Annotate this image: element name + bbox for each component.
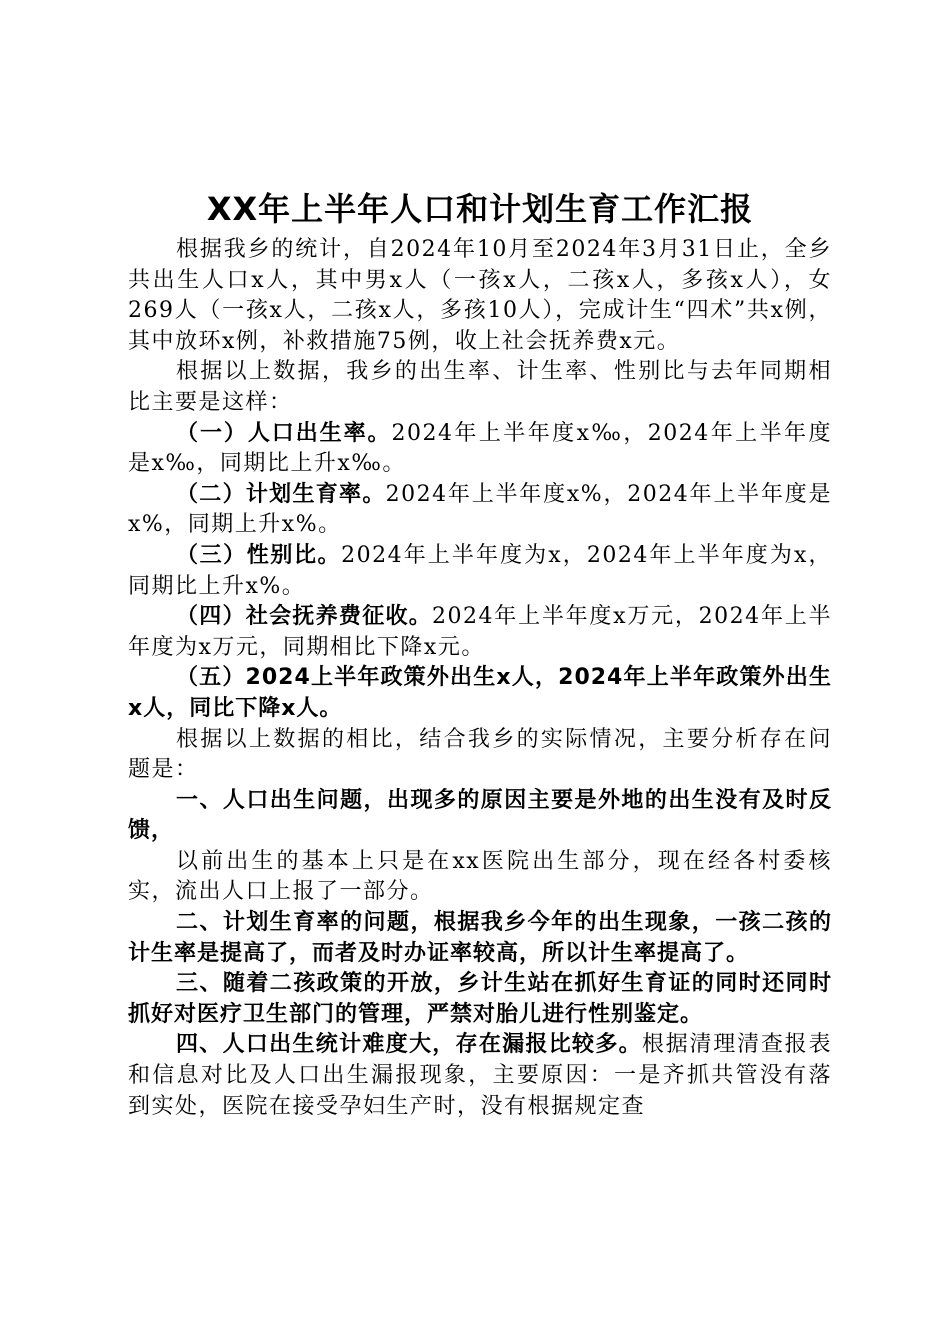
paragraph-text: 根据以上数据的相比，结合我乡的实际情况，主要分析存在问题是： bbox=[128, 726, 832, 783]
paragraph-heading: 一、人口出生问题，出现多的原因主要是外地的出生没有及时反馈， bbox=[128, 787, 832, 844]
paragraph-heading: 三、随着二孩政策的开放，乡计生站在抓好生育证的同时还同时抓好对医疗卫生部门的管理，严禁对胎儿进行性别鉴定。 bbox=[128, 971, 832, 1027]
paragraph-heading: （四）社会抚养费征收。 bbox=[176, 604, 433, 630]
paragraph-text: 2024年上半年度x万元，2024年上半年度为x万元，同期相比下降x元。 bbox=[128, 604, 832, 660]
paragraph-birth-rate bbox=[128, 419, 832, 480]
paragraph-issue-one-detail bbox=[128, 847, 832, 908]
paragraph-text: 根据清理清查报表和信息对比及人口出生漏报现象，主要原因：一是齐抓共管没有落到实处，医院在接受孕妇生产时，没有根据规定查 bbox=[128, 1032, 832, 1119]
paragraph-analysis-intro bbox=[128, 725, 832, 786]
paragraph-issue-four bbox=[128, 1030, 832, 1122]
paragraph-heading: （五）2024上半年政策外出生x人，2024年上半年政策外出生x人，同比下降x人。 bbox=[128, 665, 832, 721]
paragraph-text: 根据以上数据，我乡的出生率、计生率、性别比与去年同期相比主要是这样： bbox=[128, 359, 832, 415]
paragraph-heading: 二、计划生育率的问题，根据我乡今年的出生现象，一孩二孩的计生率是提高了，而者及时办证率较高，所以计生率提高了。 bbox=[128, 910, 832, 966]
paragraph-statistics bbox=[128, 235, 832, 357]
paragraph-heading: （一）人口出生率。 bbox=[176, 420, 392, 446]
paragraph-social-fee bbox=[128, 602, 832, 663]
paragraph-issue-one bbox=[128, 786, 832, 847]
paragraph-issue-two bbox=[128, 908, 832, 969]
document-page bbox=[128, 183, 832, 1122]
paragraph-heading: （二）计划生育率。 bbox=[176, 481, 386, 507]
paragraph-text: 以前出生的基本上只是在xx医院出生部分，现在经各村委核实，流出人口上报了一部分。 bbox=[128, 848, 832, 905]
paragraph-planned-birth-rate bbox=[128, 480, 832, 541]
paragraph-text: 根据我乡的统计，自2024年10月至2024年3月31日止，全乡共出生人口x人，其中男x人（一孩x人，二孩x人，多孩x人），女269人（一孩x人，二孩x人，多孩10人），完成计生“四术”共x例，其中放环x例，补救措施75例，收上社会抚养费x元。 bbox=[128, 237, 832, 354]
paragraph-heading: 四、人口出生统计难度大，存在漏报比较多。 bbox=[176, 1032, 642, 1058]
paragraph-out-of-policy-births bbox=[128, 663, 832, 724]
paragraph-text: 2024年上半年度x%，2024年上半年度是x%，同期上升x%。 bbox=[128, 481, 832, 538]
paragraph-heading: （三）性别比。 bbox=[176, 542, 342, 568]
paragraph-issue-three bbox=[128, 969, 832, 1030]
paragraph-sex-ratio bbox=[128, 541, 832, 602]
paragraph-text: 2024年上半年度为x，2024年上半年度为x，同期比上升x%。 bbox=[128, 542, 832, 599]
document-title: XX年上半年人口和计划生育工作汇报 bbox=[206, 190, 754, 228]
paragraph-text: 2024年上半年度x‰，2024年上半年度是x‰，同期比上升x‰。 bbox=[128, 420, 832, 477]
paragraph-comparison-intro bbox=[128, 357, 832, 418]
